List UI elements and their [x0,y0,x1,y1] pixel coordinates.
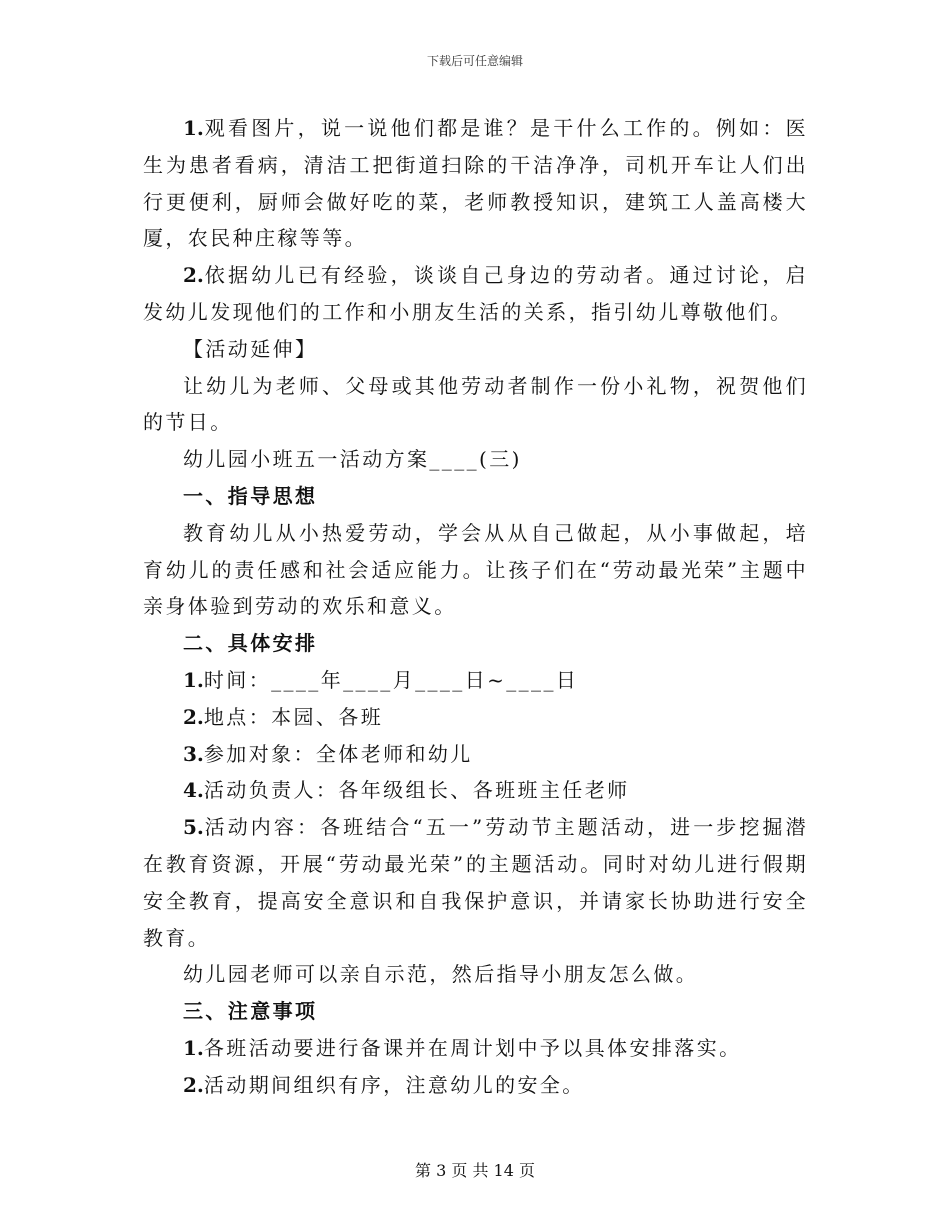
demo-text: 幼儿园老师可以亲自示范，然后指导小朋友怎么做。 [183,962,699,987]
paragraph-text: 观看图片，说一说他们都是谁？是干什么工作的。例如：医生为患者看病，清洁工把街道扫除的干洁净净，司机开车让人们出行更便利，厨师会做好吃的菜，老师教授知识，建筑工人盖高楼大厦，农民种庄稼等等。 [143,116,808,251]
paragraph-text: 依据幼儿已有经验，谈谈自己身边的劳动者。通过讨论，启发幼儿发现他们的工作和小朋友生活的关系，指引幼儿尊敬他们。 [143,263,808,324]
item-text: 各班活动要进行备课并在周计划中予以具体安排落实。 [203,1035,742,1060]
note-1 [143,1030,808,1067]
item-text: 活动期间组织有序，注意幼儿的安全。 [203,1072,585,1097]
list-number: 2. [183,1072,204,1097]
item-text: 活动负责人：各年级组长、各班班主任老师 [203,778,630,803]
item-text: 参加对象：全体老师和幼儿 [203,741,473,766]
extension-text: 让幼儿为老师、父母或其他劳动者制作一份小礼物，祝贺他们的节日。 [143,373,808,435]
list-number: 2. [183,263,204,288]
item-text: 活动内容：各班结合“五一”劳动节主题活动，进一步挖掘潜在教育资源，开展“劳动最光荣”的主题活动。同时对幼儿进行假期安全教育，提高安全意识和自我保护意识，并请家长协助进行安全教育。 [143,815,808,950]
section-heading-guiding-thought: 一、指导思想 [183,483,318,508]
arrangement-responsible [143,772,808,809]
list-number: 1. [183,1035,204,1060]
item-text: 时间：____年____月____日~____日 [203,667,579,692]
paragraph-2 [143,257,808,331]
list-number: 1. [183,667,204,692]
arrangement-participants [143,736,808,773]
page-footer: 第 3 页 共 14 页 [415,1161,535,1180]
section-heading-notes: 三、注意事项 [183,999,318,1024]
arrangement-time [143,662,808,699]
section-heading-arrangement: 二、具体安排 [183,631,318,656]
paragraph-1 [143,110,808,257]
list-number: 4. [183,778,204,803]
item-text: 地点：本园、各班 [203,704,384,729]
extension-title: 【活动延伸】 [183,336,318,361]
guiding-thought-text: 教育幼儿从小热爱劳动，学会从从自己做起，从小事做起，培育幼儿的责任感和社会适应能力。让孩子们在“劳动最光荣”主题中亲身体验到劳动的欢乐和意义。 [143,520,808,619]
arrangement-location [143,699,808,736]
document-body [143,110,808,1104]
plan-title: 幼儿园小班五一活动方案____(三) [183,447,522,472]
arrangement-content [143,809,808,956]
list-number: 1. [183,116,204,140]
list-number: 5. [183,815,204,840]
list-number: 3. [183,741,204,766]
list-number: 2. [183,704,204,729]
note-2 [143,1067,808,1104]
page-header: 下载后可任意编辑 [426,54,523,68]
